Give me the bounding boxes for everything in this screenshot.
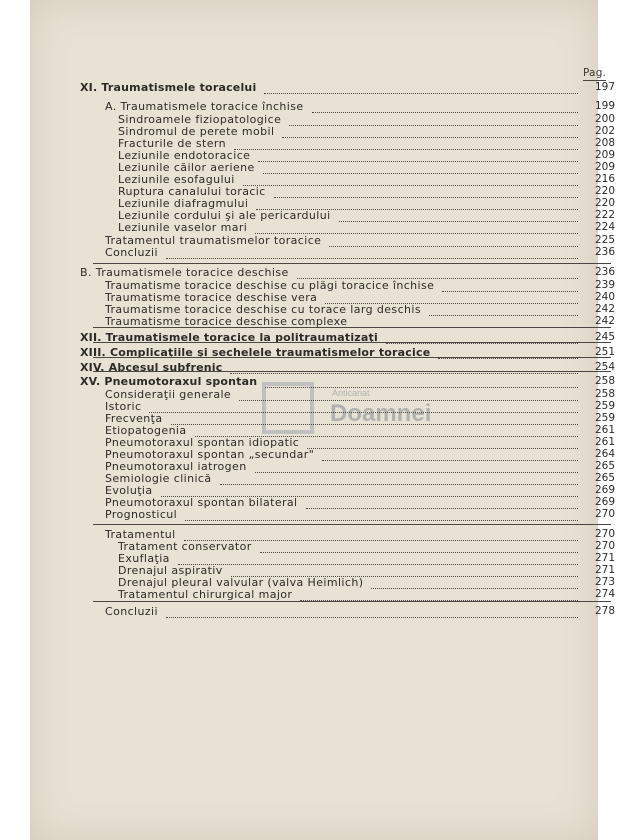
toc-entry-label: Leziunile căilor aeriene	[118, 161, 255, 174]
toc-entry-page: 278	[594, 605, 615, 617]
book-page	[30, 0, 615, 840]
toc-entry-label: Traumatisme toracice deschise cu plăgi toracice închise	[105, 279, 435, 292]
toc-entry-label: Sindroamele fiziopatologice	[118, 113, 282, 126]
toc-entry-page: 202	[594, 125, 615, 137]
toc-entry-label: Consideraţii generale	[105, 388, 232, 401]
toc-entry-label: A. Traumatismele toracice închise	[105, 100, 304, 113]
toc-entry-page: 209	[594, 149, 615, 161]
toc-entry-page: 270	[594, 528, 615, 540]
toc-entry-label: Tratament conservator	[118, 540, 252, 553]
toc-entry-label: Tratamentul	[105, 528, 176, 541]
toc-entry-page: 258	[594, 388, 615, 400]
toc-entry-page: 236	[594, 246, 615, 258]
toc-entry-label: Semiologie clinică	[105, 472, 212, 485]
watermark-line1: Anticariat	[332, 388, 370, 398]
toc-entry-page: 220	[594, 185, 615, 197]
toc-leader-dots	[185, 508, 578, 521]
divider	[93, 263, 611, 264]
toc-entry-label: Leziunile diafragmului	[118, 197, 249, 210]
toc-entry-page: 273	[594, 576, 615, 588]
toc-entry-label: Pneumotoraxul spontan „secundar"	[105, 448, 315, 461]
toc-entry-label: Leziunile cordului şi ale pericardului	[118, 209, 331, 222]
toc-entry-page: 269	[594, 496, 615, 508]
toc-entry-page: 265	[594, 460, 615, 472]
toc-entry	[30, 245, 615, 260]
toc-entry-page: 261	[594, 436, 615, 448]
toc-entry-label: Leziunile esofagului	[118, 173, 235, 186]
toc-leader-dots	[300, 588, 578, 601]
toc-entry	[30, 360, 615, 375]
divider	[93, 524, 611, 525]
toc-entry-label: Etiopatogenia	[105, 424, 187, 437]
toc-entry-page: 259	[594, 412, 615, 424]
toc-entry	[30, 604, 615, 619]
toc-entry-page: 239	[594, 279, 615, 291]
toc-entry-page: 220	[594, 197, 615, 209]
toc-entry-label: Sindromul de perete mobil	[118, 125, 275, 138]
toc-leader-dots	[230, 361, 578, 374]
toc-entry-label: Frecvenţa	[105, 412, 163, 425]
toc-entry-page: 240	[594, 291, 615, 303]
toc-entry-label: Leziunile endotoracice	[118, 149, 251, 162]
toc-entry-page: 264	[594, 448, 615, 460]
toc-entry-label: XIV. Abcesul subfrenic	[80, 361, 223, 374]
toc-entry-page: 216	[594, 173, 615, 185]
toc-entry-label: Drenajul pleural valvular (valva Heimlich)	[118, 576, 364, 589]
toc-entry-page: 265	[594, 472, 615, 484]
toc-entry-page: 209	[594, 161, 615, 173]
toc-entry-page: 245	[594, 331, 615, 343]
toc-entry-label: Traumatisme toracice deschise vera	[105, 291, 318, 304]
toc-entry-label: Istoric	[105, 400, 142, 413]
divider	[93, 357, 611, 358]
toc-entry-page: 271	[594, 564, 615, 576]
toc-entry-page: 258	[594, 375, 615, 387]
toc-entry-label: Traumatisme toracice deschise complexe	[105, 315, 348, 328]
toc-entry-page: 274	[594, 588, 615, 600]
toc-entry-page: 224	[594, 221, 615, 233]
toc-entry-label: Traumatisme toracice deschise cu torace larg deschis	[105, 303, 421, 316]
toc-entry-label: Pneumotoraxul spontan bilateral	[105, 496, 298, 509]
toc-entry	[30, 587, 615, 602]
toc-entry-label: Concluzii	[105, 605, 158, 618]
toc-entry-label: Tratamentul traumatismelor toracice	[105, 234, 322, 247]
divider	[93, 371, 611, 372]
toc-entry-page: 269	[594, 484, 615, 496]
toc-entry-label: Drenajul aspirativ	[118, 564, 223, 577]
toc-entry-label: XI. Traumatismele toracelui	[80, 81, 257, 94]
toc-entry-label: Pneumotoraxul iatrogen	[105, 460, 247, 473]
toc-entry-page: 271	[594, 552, 615, 564]
toc-entry-page: 242	[594, 303, 615, 315]
toc-entry-page: 208	[594, 137, 615, 149]
toc-entry-label: XII. Traumatismele toracice la politraumatizaţi	[80, 331, 378, 344]
toc-entry-page: 261	[594, 424, 615, 436]
toc-entry-page: 270	[594, 540, 615, 552]
toc-entry-page: 236	[594, 266, 615, 278]
toc-entry-label: Concluzii	[105, 246, 158, 259]
toc-entry-page: 200	[594, 113, 615, 125]
toc-entry-page: 259	[594, 400, 615, 412]
toc-entry-page: 225	[594, 234, 615, 246]
toc-entry-page: 251	[594, 346, 615, 358]
page-column-header: Pag.	[583, 67, 607, 79]
toc-leader-dots	[264, 81, 578, 94]
toc-entry-label: Fracturile de stern	[118, 137, 226, 150]
toc-entry-page: 222	[594, 209, 615, 221]
toc-entry-page: 254	[594, 361, 615, 373]
toc-entry-page: 242	[594, 315, 615, 327]
toc-entry	[30, 507, 615, 522]
toc-entry-label: XIII. Complicaţiile şi sechelele traumatismelor toracice	[80, 346, 431, 359]
watermark-line2: Doamnei	[330, 400, 432, 427]
toc-entry-label: Exuflaţia	[118, 552, 170, 565]
toc-entry-page: 199	[594, 100, 615, 112]
toc-entry-label: Leziunile vaselor mari	[118, 221, 248, 234]
divider	[93, 342, 611, 343]
toc-entry-page: 197	[594, 81, 615, 93]
toc-entry-page: 270	[594, 508, 615, 520]
toc-entry-label: Tratamentul chirurgical major	[118, 588, 293, 601]
toc-entry-label: XV. Pneumotoraxul spontan	[80, 375, 258, 388]
toc-entry	[30, 80, 615, 95]
toc-entry-label: Pneumotoraxul spontan idiopatic	[105, 436, 300, 449]
toc-leader-dots	[166, 246, 578, 259]
divider	[93, 327, 611, 328]
toc-entry-label: Prognosticul	[105, 508, 178, 521]
toc-entry-label: Ruptura canalului toracic	[118, 185, 266, 198]
divider	[93, 601, 611, 602]
toc-entry-label: Evoluţia	[105, 484, 153, 497]
toc-leader-dots	[166, 605, 578, 618]
toc-entry-label: B. Traumatismele toracice deschise	[80, 266, 289, 279]
